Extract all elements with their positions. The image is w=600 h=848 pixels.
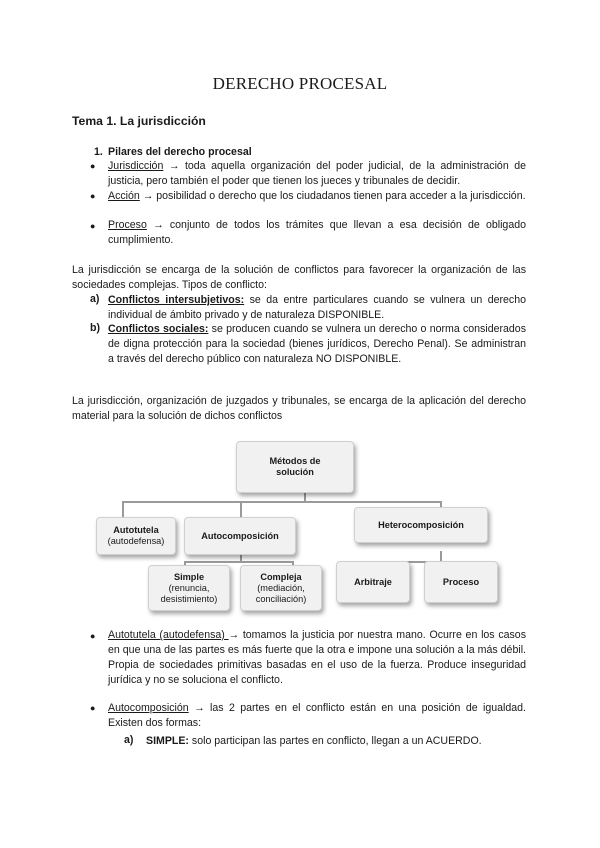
definition: → toda aquella organización del poder judicial, de la administración de justicia, pero también el poder que tienen los jueces y tribunales de decidir. bbox=[108, 160, 526, 187]
node-label: Compleja bbox=[260, 571, 302, 582]
bullet-icon: ● bbox=[90, 703, 96, 713]
term: Acción bbox=[108, 190, 140, 202]
bullet-icon: ● bbox=[90, 161, 96, 171]
diagram-node-autotutela bbox=[96, 517, 176, 555]
diagram-node-root bbox=[236, 441, 354, 493]
methods-diagram bbox=[92, 435, 508, 613]
diagram-node-compleja bbox=[240, 565, 322, 611]
definition: se producen cuando se vulnera un derecho o norma considerados de digna protección para la sociedad (bienes jurídicos, Derecho Penal). Se administran a través del derecho público con naturaleza NO DISPONIBLE. bbox=[108, 323, 526, 365]
list-item bbox=[108, 189, 526, 204]
list-label: b) bbox=[90, 322, 100, 334]
term: Conflictos intersubjetivos: bbox=[108, 294, 245, 306]
node-sublabel: (mediación, conciliación) bbox=[255, 582, 307, 604]
list-item bbox=[108, 218, 526, 248]
node-sublabel: (autodefensa) bbox=[107, 536, 165, 546]
diagram-node-proceso bbox=[424, 561, 498, 603]
list-number: 1. bbox=[94, 146, 103, 158]
diagram-node-autocomposicion bbox=[184, 517, 296, 555]
term: Conflictos sociales: bbox=[108, 323, 209, 335]
bullet-icon: ● bbox=[90, 191, 96, 201]
node-label: Autocomposición bbox=[201, 530, 279, 541]
list-item bbox=[108, 159, 526, 189]
list-item bbox=[108, 293, 526, 323]
list-item bbox=[108, 701, 526, 731]
term: Proceso bbox=[108, 219, 147, 231]
definition: → tomamos la justicia por nuestra mano. Ocurre en los casos en que una de las partes es más fuerte que la otra e impone una solución a la más débil. Propia de sociedades primitivas basadas en el uso de la fuerza. Produce inseguridad jurídica y no se soluciona el conflicto. bbox=[108, 629, 527, 686]
term: Autotutela (autodefensa) bbox=[108, 629, 229, 641]
list-item bbox=[146, 734, 526, 749]
list-item bbox=[108, 322, 526, 367]
term: SIMPLE: bbox=[146, 735, 189, 747]
definition: → las 2 partes en el conflicto están en una posición de igualdad. Existen dos formas: bbox=[108, 702, 526, 729]
definition: se da entre particulares cuando se vulnera un derecho individual de ámbito privado y de naturaleza DISPONIBLE. bbox=[108, 294, 526, 321]
paragraph: La jurisdicción, organización de juzgados y tribunales, se encarga de la aplicación del derecho material para la solución de dichos conflictos bbox=[72, 395, 526, 422]
definition: solo participan las partes en conflicto, llegan a un ACUERDO. bbox=[188, 735, 482, 747]
definition: → posibilidad o derecho que los ciudadanos tienen para acceder a la jurisdicción. bbox=[139, 190, 526, 202]
list-label: a) bbox=[90, 293, 100, 305]
term: Jurisdicción bbox=[108, 160, 164, 172]
node-label: Simple bbox=[173, 571, 205, 582]
list-label: a) bbox=[124, 734, 134, 746]
list-item bbox=[108, 628, 526, 688]
node-label: Proceso bbox=[442, 576, 480, 587]
node-label: Autotutela bbox=[113, 525, 159, 535]
page-title: DERECHO PROCESAL bbox=[212, 74, 388, 93]
node-label: Heterocomposición bbox=[378, 519, 464, 530]
diagram-node-simple bbox=[148, 565, 230, 611]
section-heading: Tema 1. La jurisdicción bbox=[72, 114, 206, 128]
node-sublabel: (renuncia, desistimiento) bbox=[160, 582, 218, 604]
bullet-icon: ● bbox=[90, 631, 96, 641]
node-label: Métodos de solución bbox=[269, 456, 321, 477]
term: Autocomposición bbox=[108, 702, 189, 714]
paragraph: La jurisdicción se encarga de la solución de conflictos para favorecer la organización de las sociedades complejas. Tipos de conflicto: bbox=[72, 264, 526, 291]
node-label: Arbitraje bbox=[354, 576, 392, 587]
diagram-node-arbitraje bbox=[336, 561, 410, 603]
subsection-heading: Pilares del derecho procesal bbox=[108, 146, 252, 158]
definition: → conjunto de todos los trámites que llevan a esa decisión de obligado cumplimiento. bbox=[108, 219, 526, 246]
bullet-icon: ● bbox=[90, 221, 96, 231]
diagram-node-heterocomposicion bbox=[354, 507, 488, 543]
